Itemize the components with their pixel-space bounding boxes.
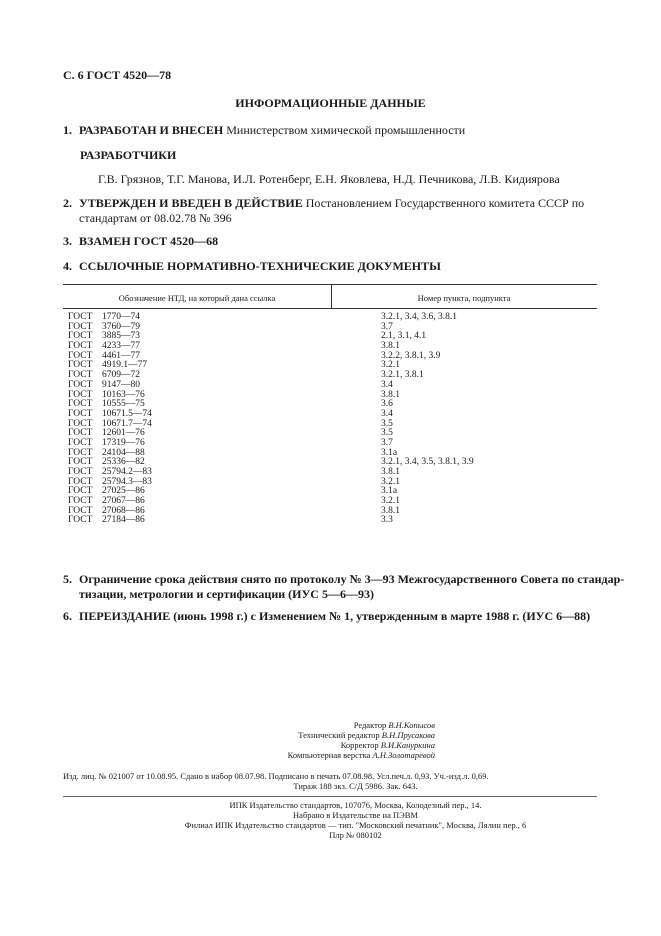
credit-role: Редактор [353,720,389,730]
gost-prefix: ГОСТ [68,408,93,419]
gost-prefix: ГОСТ [68,467,93,477]
gost-prefix: ГОСТ [68,457,93,468]
section-4 [63,259,441,274]
table-row-points: 3.5 [381,418,393,429]
section-text: Ограничение срока действия снято по протоколу № 3—93 Межгосударственного Совета по стандар- [79,572,625,586]
gost-number: 10555—75 [102,399,145,410]
table-row-points: 3.2.1, 3.4, 3.5, 3.8.1, 3.9 [381,457,474,468]
section-text: (июнь 1998 г.) с Изменением № 1, утвержденным в марте 1988 г. (ИУС 6—88) [170,609,591,623]
table-row-points: 3.3 [381,515,393,526]
gost-number: 9147—80 [102,379,140,390]
publisher-line: Набрано в Издательстве на ПЭВМ [293,810,418,820]
gost-prefix: ГОСТ [68,428,93,439]
imprint-divider [63,796,597,797]
gost-number: 27025—86 [102,486,145,497]
table-row-points: 3.5 [381,428,393,439]
table-row-points: 3.2.1 [381,476,400,487]
gost-number: 27184—86 [102,515,145,526]
table-row-points: 3.2.1, 3.4, 3.6, 3.8.1 [381,312,457,322]
gost-number: 25794.3—83 [102,476,152,487]
developers-list: Г.В. Грязнов, Т.Г. Манова, И.Л. Ротенберг, Е.Н. Яковлева, Н.Д. Печникова, Л.В. Кидиярова [98,172,560,186]
credit-name: В.Н.Копысов [388,720,435,730]
gost-prefix: ГОСТ [68,437,93,448]
page-header: С. 6 ГОСТ 4520—78 [63,68,172,82]
gost-number: 17319—76 [102,437,145,448]
gost-number: 3760—79 [102,321,140,332]
gost-number: 25794.2—83 [102,467,152,477]
section-number: 1. [63,123,72,137]
section-number: 4. [63,259,72,273]
gost-prefix: ГОСТ [68,486,93,497]
gost-prefix: ГОСТ [68,505,93,516]
credit-line [200,730,435,740]
developers-label: РАЗРАБОТЧИКИ [80,148,177,162]
gost-number: 10671.5—74 [102,408,152,419]
publisher-line: Плр № 080102 [329,830,382,840]
table-row-points: 3.2.1 [381,360,400,371]
table-row-points: 3.4 [381,379,393,390]
gost-prefix: ГОСТ [68,476,93,487]
table-row-points: 2.1, 3.1, 4.1 [381,331,427,342]
table-row-points: 3.8.1 [381,341,400,352]
imprint-line: Изд. лиц. № 021007 от 10.08.95. Сдано в набор 08.07.98. Подписано в печать 07.08.98. Усл.печ.л. 0,93. Уч.-изд.л. 0,69. [63,771,489,781]
section-text: Постановлением Государственного комитета СССР по [302,196,585,210]
section-5 [63,572,624,602]
table-row-designation [68,516,328,526]
gost-prefix: ГОСТ [68,515,93,526]
section-2 [63,196,584,226]
section-text: тизации, метрологии и сертификации (ИУС 5—6—93) [79,587,374,601]
gost-number: 10163—76 [102,389,145,400]
gost-prefix: ГОСТ [68,418,93,429]
credit-name: А.Н.Золотаревой [372,750,435,760]
gost-number: 24104—88 [102,447,145,458]
gost-number: 10671.7—74 [102,418,152,429]
gost-prefix: ГОСТ [68,321,93,332]
gost-number: 3885—73 [102,331,140,342]
section-text: Министерством химической промышленности [223,123,466,137]
section-1 [63,123,465,138]
table-row-points: 3.6 [381,399,393,410]
section-heading: РАЗРАБОТАН И ВНЕСЕН [79,123,224,137]
gost-prefix: ГОСТ [68,379,93,390]
section-number: 5. [63,572,72,586]
gost-number: 4919.1—77 [102,360,148,371]
table-row-points: 3.8.1 [381,389,400,400]
publisher-line: ИПК Издательство стандартов, 107076, Москва, Колодезный пер., 14. [229,800,482,810]
section-heading: УТВЕРЖДЕН И ВВЕДЕН В ДЕЙСТВИЕ [79,196,303,210]
table-header-col1: Обозначение НТД, на который дана ссылка [118,293,276,303]
table-row-points: 3.1а [381,486,398,497]
page-title: ИНФОРМАЦИОННЫЕ ДАННЫЕ [235,96,426,110]
table-row-points: 3.7 [381,437,393,448]
table-col-points [381,313,596,526]
table-row-points: 3.1а [381,447,398,458]
section-heading: ВЗАМЕН ГОСТ 4520—68 [79,234,219,248]
table-top-rule [63,284,597,285]
gost-prefix: ГОСТ [68,370,93,381]
gost-number: 1770—74 [102,312,140,322]
gost-number: 6709—72 [102,370,140,381]
section-heading: ПЕРЕИЗДАНИЕ [79,609,171,623]
gost-prefix: ГОСТ [68,496,93,507]
gost-prefix: ГОСТ [68,360,93,371]
gost-prefix: ГОСТ [68,341,93,352]
credit-line [200,740,435,750]
gost-prefix: ГОСТ [68,350,93,361]
gost-number: 27068—86 [102,505,145,516]
credit-role: Технический редактор [298,730,382,740]
table-header-rule [63,308,597,309]
table-col-designations [68,313,328,526]
table-row-points: 3.7 [381,321,393,332]
publisher-line: Филиал ИПК Издательство стандартов — тип. "Московский печатник", Москва, Лялин пер., 6 [184,820,527,830]
credit-role: Компьютерная верстка [287,750,373,760]
section-number: 3. [63,234,72,248]
table-row-points: 3.8.1 [381,467,400,477]
table-row-points: 3.8.1 [381,505,400,516]
gost-prefix: ГОСТ [68,312,93,322]
table-row-points: 3.2.1 [381,496,400,507]
table-row-points: 3.2.1, 3.8.1 [381,370,424,381]
gost-prefix: ГОСТ [68,331,93,342]
imprint-line: Тираж 188 экз. С/Д 5986. Зак. 643. [293,781,418,791]
gost-number: 25336—82 [102,457,145,468]
section-heading: ССЫЛОЧНЫЕ НОРМАТИВНО-ТЕХНИЧЕСКИЕ ДОКУМЕНТЫ [79,259,441,273]
section-number: 2. [63,196,72,210]
gost-number: 12601—76 [102,428,145,439]
section-6 [63,609,590,624]
gost-number: 27067—86 [102,496,145,507]
table-header-col2: Номер пункта, подпункта [417,293,511,303]
credits-block [200,720,435,760]
table-row-points: 3.2.2, 3.8.1, 3.9 [381,350,441,361]
gost-number: 4233—77 [102,341,140,352]
table-row-points: 3.4 [381,408,393,419]
credit-name: В.И.Кануркина [380,740,435,750]
section-number: 6. [63,609,72,623]
credit-line [200,720,435,730]
section-text: стандартам от 08.02.78 № 396 [79,211,232,225]
credit-name: В.Н.Прусакова [381,730,435,740]
gost-prefix: ГОСТ [68,447,93,458]
gost-number: 4461—77 [102,350,140,361]
gost-prefix: ГОСТ [68,389,93,400]
credit-line [200,750,435,760]
section-3 [63,234,218,249]
credit-role: Корректор [340,740,381,750]
gost-prefix: ГОСТ [68,399,93,410]
